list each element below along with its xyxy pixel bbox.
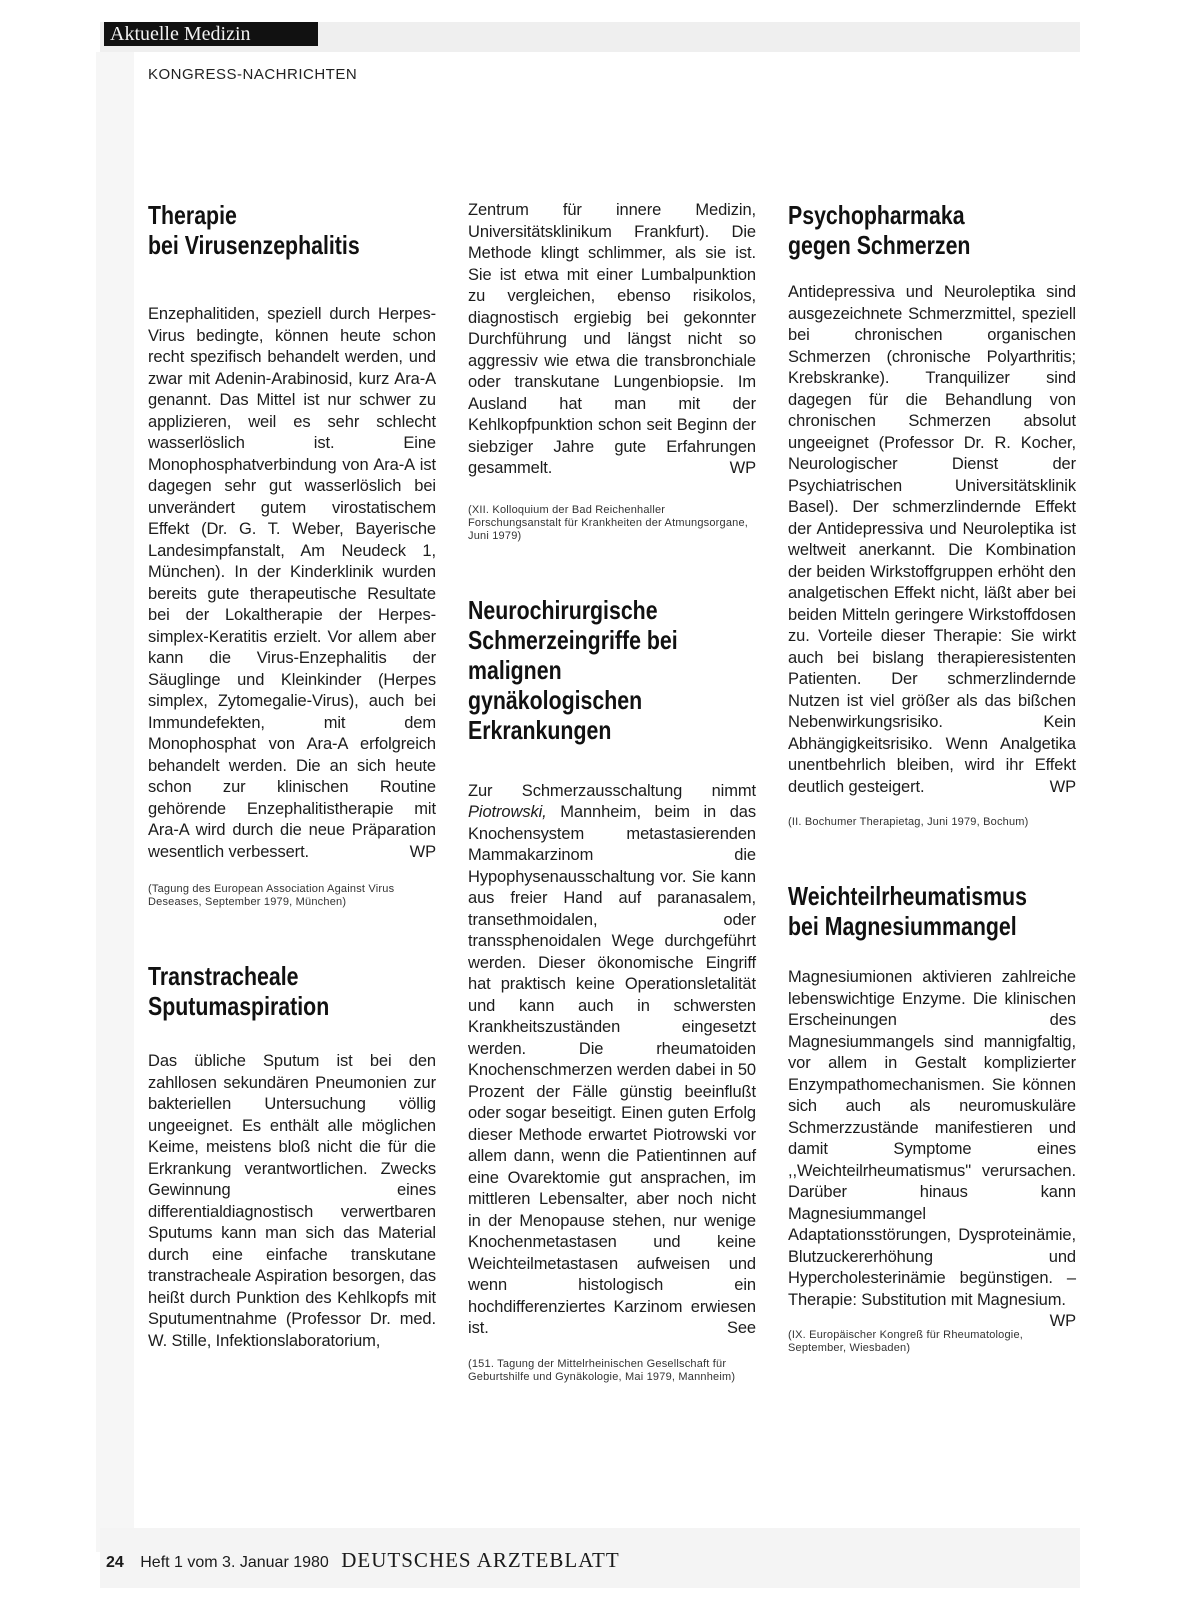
- title-line: bei Magnesiummangel: [788, 911, 1017, 941]
- article-body-psychopharmaka: [788, 282, 1076, 798]
- title-line: Sputumaspiration: [148, 991, 330, 1021]
- title-line: Transtracheale: [148, 961, 299, 991]
- article-text: Zentrum für innere Medizin, Universitätsklinikum Frankfurt). Die Methode klingt schlimmer, als sie ist. Sie ist etwa mit einer Lumbalpunktion zu vergleichen, ebenso risikolos, diagnostisch ergiebig bei gekonnter Durchführung und längst nicht so aggressiv wie etwa die transbronchiale oder transkutane Lungenbiopsie. Im Ausland hat man mit der Kehlkopfpunktion schon seit Beginn der siebziger Jahre gute Erfahrungen gesammelt.: [468, 201, 756, 477]
- author-signature: WP: [729, 459, 756, 477]
- scan-shading-left: [96, 52, 134, 1552]
- author-name: Piotrowski,: [468, 803, 547, 821]
- article-title-virusenzephalitis: [148, 200, 436, 260]
- article-continuation-sputumaspiration: [468, 200, 756, 480]
- source-note: (XII. Kolloquium der Bad Reichenhaller Forschungsanstalt für Krankheiten der Atmungsorgane, Juni 1979): [468, 503, 749, 542]
- article-body-virusenzephalitis: [148, 304, 436, 863]
- article-text-lead: Zur Schmerzausschaltung nimmt: [468, 781, 756, 800]
- issue-info: Heft 1 vom 3. Januar 1980: [140, 1554, 329, 1571]
- journal-name: DEUTSCHES ARZTEBLATT: [341, 1548, 620, 1572]
- title-line: bei Virusenzephalitis: [148, 230, 360, 260]
- author-signature: WP: [409, 842, 436, 861]
- column-3: [788, 200, 1076, 1355]
- page-number: 24: [106, 1554, 124, 1571]
- title-line: Therapie: [148, 200, 237, 230]
- rubric-heading: KONGRESS-NACHRICHTEN: [148, 66, 358, 83]
- author-signature: See: [726, 1319, 756, 1337]
- title-line: Schmerzeingriffe bei: [468, 624, 678, 655]
- page-footer: [106, 1548, 620, 1573]
- column-1: [148, 200, 436, 1352]
- column-2: [468, 200, 756, 1384]
- title-line: Erkrankungen: [468, 714, 612, 745]
- title-line: Weichteilrheumatismus: [788, 881, 1027, 911]
- source-note: (Tagung des European Association Against Virus Deseases, September 1979, München): [148, 883, 395, 908]
- article-title-weichteilrheumatismus: [788, 881, 1076, 941]
- article-text: Mannheim, beim in das Knochensystem metastasierenden Mammakarzinom die Hypophysenausschaltung vor. Sie kann aus freier Hand auf paranasalem, transethmoidalen, oder transsphenoidalen Wege durchgeführt werden. Dieser ökonomische Eingriff hat praktisch keine Operationsletalität und kann auch in schwersten Krankheitszuständen eingesetzt werden. Die rheumatoiden Knochenschmerzen werden dabei in 50 Prozent der Fälle günstig beeinflußt oder sogar beseitigt. Einen guten Erfolg dieser Methode erwartet Piotrowski vor allem dann, wenn die Patientinnen auf eine Ovarektomie gut ansprachen, im mittleren Lebensalter, aber noch nicht in der Menopause stehen, nur wenige Knochenmetastasen und keine Weichteilmetastasen aufweisen und wenn histologisch ein hochdifferenziertes Karzinom erwiesen ist.: [468, 803, 757, 1337]
- title-line: malignen: [468, 654, 562, 685]
- title-line: Neurochirurgische: [468, 594, 658, 625]
- title-line: Psychopharmaka: [788, 200, 965, 230]
- article-text: Magnesiumionen aktivieren zahlreiche lebenswichtige Enzyme. Die klinischen Erscheinungen des Magnesiummangels sind mannigfaltig, vor allem in Gestalt komplizierter Enzympathomechanismen. Sie können sich auch als neuromuskuläre Schmerzzustände manifestieren und damit Symptome eines ,,Weichteilrheumatismus'' verursachen. Darüber hinaus kann Magnesiummangel Adaptationsstörungen, Dysproteinämie, Blutzuckererhöhung und Hypercholesterinämie begünstigen. – Therapie: Substitution mit Magnesium.: [788, 968, 1076, 1309]
- article-body-sputumaspiration: Das übliche Sputum ist bei den zahllosen sekundären Pneumonien zur bakteriellen Untersuchung völlig ungeeignet. Es enthält alle möglichen Keime, meistens bloß nicht die für die Erkrankung verantwortlichen. Zwecks Gewinnung eines differentialdiagnostisch verwertbaren Sputums kann man sich das Material durch eine einfache transkutane transtracheale Aspiration besorgen, das heißt durch Punktion des Kehlkopfs mit Sputumentnahme (Professor Dr. med. W. Stille, Infektionslaboratorium,: [148, 1052, 436, 1350]
- source-note: (151. Tagung der Mittelrheinischen Gesellschaft für Geburtshilfe und Gynäkologie, Mai 1979, Mannheim): [468, 1357, 736, 1383]
- author-signature: WP: [1049, 777, 1076, 796]
- article-text: Enzephalitiden, speziell durch Herpes-Virus bedingte, können heute schon recht spezifisch behandelt werden, und zwar mit Adenin-Arabinosid, kurz Ara-A genannt. Das Mittel ist nur schwer zu applizieren, weil es sehr schlecht wasserlöslich ist. Eine Monophosphatverbindung von Ara-A ist dagegen sehr gut wasserlöslich bei unverändert gutem virostatischem Effekt (Dr. G. T. Weber, Bayerische Landesimpfanstalt, Am Neudeck 1, München). In der Kinderklinik wurden bereits gute therapeutische Resultate bei der Lokaltherapie der Herpes-simplex-Keratitis erzielt. Vor allem aber kann die Virus-Enzephalitis der Säuglinge und Kleinkinder (Herpes simplex, Zytomegalie-Virus), auch bei Immundefekten, mit dem Monophosphat von Ara-A erfolgreich behandelt werden. Die an sich heute schon zur klinischen Routine gehörende Enzephalitistherapie mit Ara-A wird durch die neue Präparation wesentlich verbessert.: [148, 305, 436, 861]
- article-body-weichteilrheumatismus: [788, 967, 1076, 1330]
- article-title-psychopharmaka: [788, 200, 1076, 260]
- article-title-neurochirurgie: [468, 595, 756, 745]
- article-body-neurochirurgie: [468, 781, 756, 1340]
- source-note: (II. Bochumer Therapietag, Juni 1979, Bochum): [788, 816, 1029, 828]
- source-note: (IX. Europäischer Kongreß für Rheumatologie, September, Wiesbaden): [788, 1329, 1024, 1354]
- author-signature: WP: [1049, 1312, 1076, 1330]
- title-line: gynäkologischen: [468, 684, 643, 715]
- title-line: gegen Schmerzen: [788, 230, 971, 260]
- section-tab: Aktuelle Medizin: [104, 22, 318, 46]
- article-title-sputumaspiration: [148, 961, 436, 1021]
- article-text: Antidepressiva und Neuroleptika sind ausgezeichnete Schmerzmittel, speziell bei chronischen organischen Schmerzen (chronische Polyarthritis; Krebskranke). Tranquilizer sind dagegen für die Behandlung von chronischen Schmerzen absolut ungeeignet (Professor Dr. R. Kocher, Neurologischer Dienst der Psychiatrischen Universitätsklinik Basel). Der schmerzlindernde Effekt der Antidepressiva und Neuroleptika ist weltweit anerkannt. Die Kombination der beiden Wirkstoffgruppen erhöht den analgetischen Effekt nicht, läßt aber bei beiden Mitteln geringere Wirkstoffdosen zu. Vorteile dieser Therapie: Sie wirkt auch bei bislang therapieresistenten Patienten. Der schmerzlindernde Nutzen ist viel größer als das bißchen Nebenwirkungsrisiko. Kein Abhängigkeitsrisiko. Wenn Analgetika unentbehrlich bleiben, wird ihr Effekt deutlich gesteigert.: [788, 283, 1076, 796]
